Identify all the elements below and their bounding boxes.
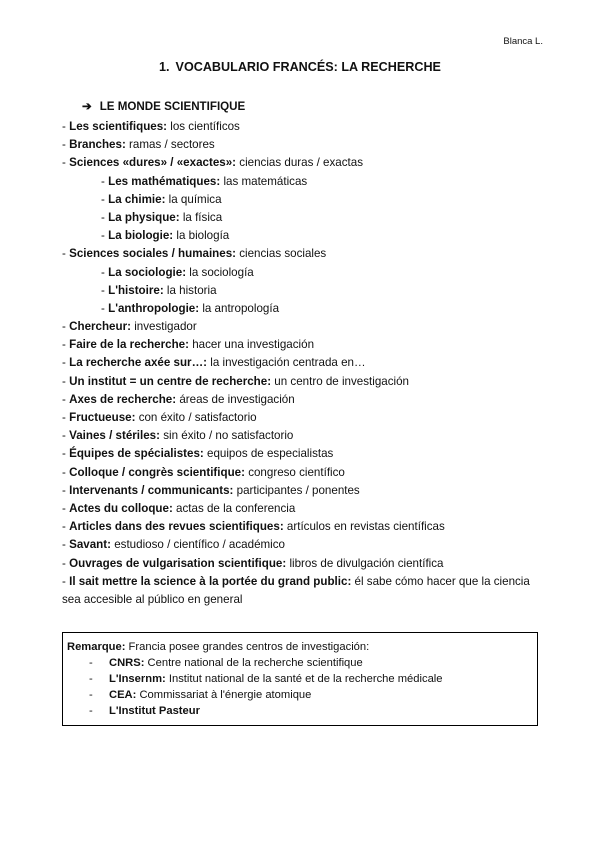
- bullet-dash: -: [62, 356, 66, 370]
- bullet-dash: -: [101, 192, 105, 206]
- bullet-dash: -: [62, 465, 66, 479]
- bullet-dash: -: [101, 229, 105, 243]
- vocab-term: La chimie:: [108, 192, 166, 206]
- bullet-dash: -: [89, 657, 93, 669]
- bullet-dash: -: [62, 429, 66, 443]
- vocab-definition: sin éxito / no satisfactorio: [159, 429, 294, 443]
- remark-text: Francia posee grandes centros de investigación:: [125, 641, 370, 653]
- remark-label: Remarque:: [67, 641, 126, 653]
- institute-description: Centre national de la recherche scientifique: [144, 657, 363, 669]
- vocab-term: Colloque / congrès scientifique:: [69, 465, 245, 479]
- section-title: LE MONDE SCIENTIFIQUE: [99, 100, 246, 113]
- vocab-definition: la química: [165, 192, 222, 206]
- institute-description: Commissariat à l'énergie atomique: [136, 689, 312, 701]
- vocab-definition: la antropología: [199, 301, 280, 315]
- title-text: VOCABULARIO FRANCÉS: LA RECHERCHE: [175, 60, 441, 74]
- bullet-dash: -: [62, 501, 66, 515]
- vocab-definition: áreas de investigación: [176, 392, 295, 406]
- vocab-definition: libros de divulgación científica: [286, 556, 444, 570]
- list-subitem: [62, 227, 542, 245]
- remark-heading: [67, 639, 533, 655]
- vocab-definition: la investigación centrada en…: [207, 356, 366, 370]
- vocab-definition: hacer una investigación: [188, 338, 315, 352]
- bullet-dash: -: [62, 338, 66, 352]
- vocab-definition: un centro de investigación: [271, 374, 410, 388]
- remark-item: [67, 655, 533, 671]
- vocab-term: La biologie:: [108, 229, 174, 243]
- list-item: [62, 500, 542, 518]
- list-subitem: [62, 282, 542, 300]
- institute-name: L'Insernm:: [109, 673, 166, 685]
- bullet-dash: -: [62, 411, 66, 424]
- list-item: [62, 373, 542, 391]
- list-item: [62, 391, 542, 409]
- vocab-term: La sociologie:: [108, 265, 187, 279]
- bullet-dash: -: [62, 156, 66, 170]
- bullet-dash: -: [101, 210, 105, 224]
- bullet-dash: -: [62, 120, 66, 133]
- vocab-term: Axes de recherche:: [69, 392, 177, 406]
- bullet-dash: -: [62, 538, 66, 552]
- institute-name: CEA:: [109, 689, 137, 701]
- vocab-definition: congreso científico: [244, 465, 345, 479]
- bullet-dash: -: [101, 174, 105, 188]
- list-item: [62, 318, 542, 336]
- vocab-term: Ouvrages de vulgarisation scientifique:: [69, 556, 287, 570]
- vocab-definition: la biología: [173, 229, 230, 243]
- list-subitem: [62, 191, 542, 209]
- list-item: [62, 482, 542, 500]
- bullet-dash: -: [62, 520, 66, 534]
- vocab-definition: ciencias sociales: [236, 247, 327, 261]
- bullet-dash: -: [89, 689, 93, 701]
- vocab-definition: actas de la conferencia: [172, 501, 296, 515]
- vocab-term: L'histoire:: [108, 283, 164, 297]
- vocab-term: Fructueuse:: [69, 411, 136, 424]
- list-item: [62, 118, 542, 136]
- bullet-dash: -: [101, 265, 105, 279]
- bullet-dash: -: [62, 556, 66, 570]
- list-item: [62, 354, 542, 372]
- vocab-definition: los científicos: [167, 120, 240, 133]
- institute-name: L'Institut Pasteur: [109, 705, 200, 717]
- vocab-term: La recherche axée sur…:: [69, 356, 208, 370]
- vocab-definition: la historia: [163, 283, 217, 297]
- author-name: Blanca L.: [503, 36, 543, 47]
- vocab-term: Les mathématiques:: [108, 174, 221, 188]
- vocab-term: Faire de la recherche:: [69, 338, 189, 352]
- vocab-term: Sciences sociales / humaines:: [69, 247, 237, 261]
- vocab-term: Chercheur:: [69, 320, 131, 334]
- list-item: [62, 136, 542, 154]
- list-subitem: [62, 209, 542, 227]
- section-heading: [82, 99, 245, 113]
- vocab-definition: las matemáticas: [220, 174, 308, 188]
- bullet-dash: -: [62, 374, 66, 388]
- institute-name: CNRS:: [109, 657, 145, 669]
- vocab-term: Actes du colloque:: [69, 501, 173, 515]
- institute-description: Institut national de la santé et de la recherche médicale: [165, 673, 443, 685]
- vocab-definition: estudioso / científico / académico: [111, 538, 285, 552]
- vocab-term: La physique:: [108, 210, 180, 224]
- bullet-dash: -: [101, 283, 105, 297]
- bullet-dash: -: [62, 483, 66, 497]
- vocab-definition: con éxito / satisfactorio: [135, 411, 257, 424]
- vocab-definition: ramas / sectores: [125, 138, 215, 152]
- vocab-term: Savant:: [69, 538, 111, 552]
- vocab-definition: equipos de especialistas: [203, 447, 334, 461]
- list-item: [62, 573, 542, 609]
- vocab-definition: la física: [179, 210, 223, 224]
- list-item: [62, 536, 542, 554]
- vocabulary-list: [62, 118, 542, 609]
- bullet-dash: -: [62, 392, 66, 406]
- remark-item: [67, 703, 533, 719]
- vocab-definition: ciencias duras / exactas: [236, 156, 363, 170]
- vocab-definition: la sociología: [186, 265, 254, 279]
- bullet-dash: -: [62, 247, 66, 261]
- list-subitem: [62, 173, 542, 191]
- remark-item: [67, 671, 533, 687]
- bullet-dash: -: [89, 705, 93, 717]
- list-item: [62, 154, 542, 172]
- list-subitem: [62, 264, 542, 282]
- list-item: [62, 555, 542, 573]
- list-item: [62, 245, 542, 263]
- vocab-term: L'anthropologie:: [108, 301, 200, 315]
- vocab-term: Sciences «dures» / «exactes»:: [69, 156, 237, 170]
- title-number: 1.: [159, 60, 170, 74]
- page-title: [0, 60, 600, 74]
- vocab-definition: participantes / ponentes: [233, 483, 360, 497]
- vocab-term: Un institut = un centre de recherche:: [69, 374, 272, 388]
- bullet-dash: -: [101, 301, 105, 315]
- list-item: [62, 427, 542, 445]
- vocab-term: Il sait mettre la science à la portée du grand public:: [69, 574, 352, 588]
- list-item: [62, 518, 542, 536]
- bullet-dash: -: [62, 574, 66, 588]
- vocab-definition: artículos en revistas científicas: [283, 520, 445, 534]
- vocab-term: Branches:: [69, 138, 126, 152]
- list-item: [62, 445, 542, 463]
- arrow-right-icon: ➔: [82, 100, 92, 113]
- vocab-definition: investigador: [130, 320, 197, 334]
- list-subitem: [62, 300, 542, 318]
- vocab-definition: él sabe cómo hacer que la ciencia sea accesible al público en general: [62, 574, 530, 606]
- list-item: [62, 336, 542, 354]
- vocab-term: Intervenants / communicants:: [69, 483, 234, 497]
- vocab-term: Les scientifiques:: [69, 120, 168, 133]
- vocab-term: Articles dans des revues scientifiques:: [69, 520, 284, 534]
- bullet-dash: -: [62, 447, 66, 461]
- list-item: [62, 409, 542, 427]
- vocab-term: Équipes de spécialistes:: [69, 447, 204, 461]
- remark-item: [67, 687, 533, 703]
- bullet-dash: -: [89, 673, 93, 685]
- vocab-term: Vaines / stériles:: [69, 429, 160, 443]
- bullet-dash: -: [62, 320, 66, 334]
- bullet-dash: -: [62, 138, 66, 152]
- remark-box: [62, 632, 538, 726]
- list-item: [62, 464, 542, 482]
